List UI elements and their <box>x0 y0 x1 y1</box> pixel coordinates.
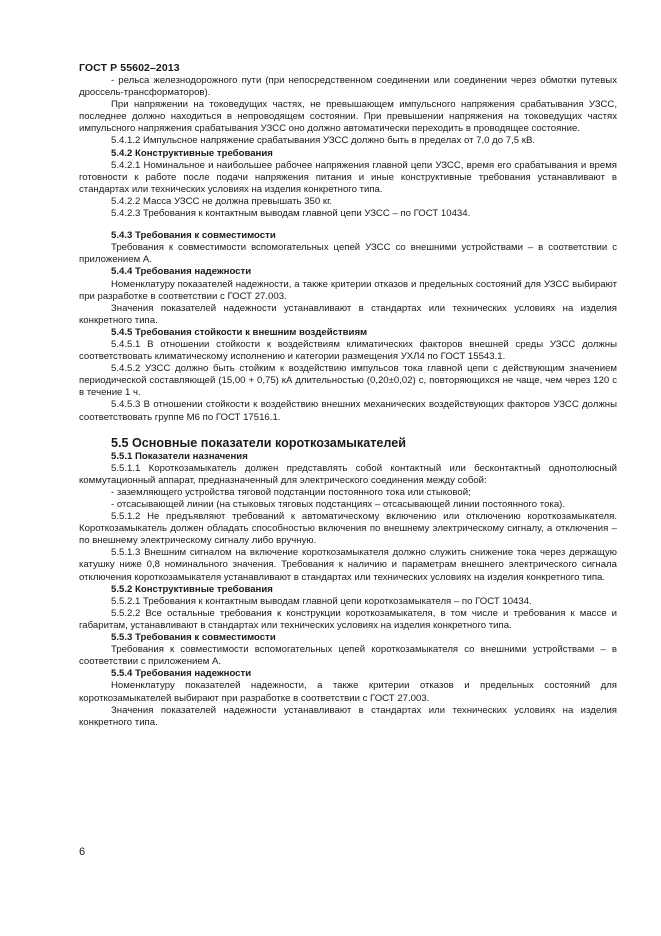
document-header: ГОСТ Р 55602–2013 <box>79 62 180 74</box>
subsection-heading: 5.5.1 Показатели назначения <box>111 450 248 462</box>
paragraph: При напряжении на токоведущих частях, не превышающем импульсного напряжения срабатывания УЗСС, последнее должно находиться в непроводящем состоянии. При превышении напряжения на токоведущих частях импульсного напряжения срабатывания УЗСС оно должно автоматически переходить в проводящее состояние. <box>79 99 617 135</box>
paragraph: Номенклатуру показателей надежности, а также критерии отказов и предельных состояний для УЗСС выбирают при разработке в соответствии с ГОСТ 27.003. <box>79 278 617 302</box>
paragraph: 5.4.5.3 В отношении стойкости к воздействию внешних механических воздействующих факторов УЗСС должны соответствовать группе М6 по ГОСТ 17516.1. <box>79 399 617 423</box>
subsection-heading: 5.4.3 Требования к совместимости <box>111 230 276 242</box>
paragraph: 5.5.1.2 Не предъявляют требований к автоматическому включению или отключению короткозамыкателя. Короткозамыкатель должен обладать способностью включения по внешнему электрическому сигналу, а отключения – по внешнему электрическому сигналу либо вручную. <box>79 511 617 547</box>
paragraph: 5.5.1.1 Короткозамыкатель должен представлять собой контактный или бесконтактный одноπолюсный коммутационный аппарат, предназначенный для электрического соединения между собой: <box>79 462 617 486</box>
paragraph: 5.4.1.2 Импульсное напряжение срабатывания УЗСС должно быть в пределах от 7,0 до 7,5 кВ. <box>111 135 536 147</box>
list-item: - заземляющего устройства тяговой подстанции постоянного тока или стыковой; <box>111 486 471 498</box>
paragraph: Требования к совместимости вспомогательных цепей УЗСС со внешними устройствами – в соответствии с приложением А. <box>79 242 617 266</box>
subsection-heading: 5.4.5 Требования стойкости к внешним воздействиям <box>111 326 368 338</box>
document-body <box>79 75 617 729</box>
paragraph: 5.5.2.2 Все остальные требования к конструкции короткозамыкателя, в том числе и требования к массе и габаритам, устанавливают в стандартах или технических условиях на изделия конкретного типа. <box>79 607 617 631</box>
subsection-heading: 5.5.2 Конструктивные требования <box>111 583 273 595</box>
subsection-heading: 5.4.2 Конструктивные требования <box>111 147 273 159</box>
subsection-heading: 5.5.3 Требования к совместимости <box>111 632 276 644</box>
paragraph: 5.5.1.3 Внешним сигналом на включение короткозамыкателя должно служить снижение тока через держащую катушку ниже 0,8 номинального значения. Требования к наличию и параметрам внешнего электрического сигнала отключения короткозамыкателя устанавливают в стандартах или технических условиях на изделия конкретного типа. <box>79 547 617 583</box>
paragraph: 5.4.5.2 УЗСС должно быть стойким к воздействию импульсов тока главной цепи с действующим значением периодической составляющей (15,00 + 0,75) кА длительностью (0,20±0,02) с, повторяющихся не чаще, чем через 120 с в течение 1 ч. <box>79 363 617 399</box>
paragraph: Номенклатуру показателей надежности, а также критерии отказов и предельных состояний для короткозамыкателей выбирают при разработке в соответствии с ГОСТ 27.003. <box>79 680 617 704</box>
paragraph: 5.5.2.1 Требования к контактным выводам главной цепи короткозамыкателя – по ГОСТ 10434. <box>111 595 532 607</box>
section-heading: 5.5 Основные показатели короткозамыкателей <box>111 435 406 450</box>
subsection-heading: 5.5.4 Требования надежности <box>111 668 252 680</box>
subsection-heading: 5.4.4 Требования надежности <box>111 266 252 278</box>
paragraph: 5.4.5.1 В отношении стойкости к воздействиям климатических факторов внешней среды УЗСС должны соответствовать климатическому исполнению и категории размещения УХЛ4 по ГОСТ 15543.1. <box>79 338 617 363</box>
paragraph: 5.4.2.2 Масса УЗСС не должна превышать 350 кг. <box>111 195 333 207</box>
paragraph: Требования к совместимости вспомогательных цепей короткозамыкателя со внешними устройствами – в соответствии с приложением А. <box>79 644 617 668</box>
list-item: - отсасывающей линии (на стыковых тяговых подстанциях – отсасывающей линии постоянного тока). <box>111 499 566 510</box>
paragraph: Значения показателей надежности устанавливают в стандартах или технических условиях на изделия конкретного типа. <box>79 302 617 326</box>
paragraph: 5.4.2.1 Номинальное и наибольшее рабочее напряжения главной цепи УЗСС, время его срабатывания и время готовности к работе после подачи напряжения питания и иные конструктивные требования устанавливают в стандартах или технических условиях на изделия конкретного типа. <box>79 159 617 195</box>
page-number: 6 <box>79 846 86 858</box>
paragraph: Значения показателей надежности устанавливают в стандартах или технических условиях на изделия конкретного типа. <box>79 704 617 728</box>
paragraph: - рельса железнодорожного пути (при непосредственном соединении или соединении через обмотки путевых дроссель-трансформаторов). <box>79 75 617 99</box>
paragraph: 5.4.2.3 Требования к контактным выводам главной цепи УЗСС – по ГОСТ 10434. <box>111 208 471 220</box>
